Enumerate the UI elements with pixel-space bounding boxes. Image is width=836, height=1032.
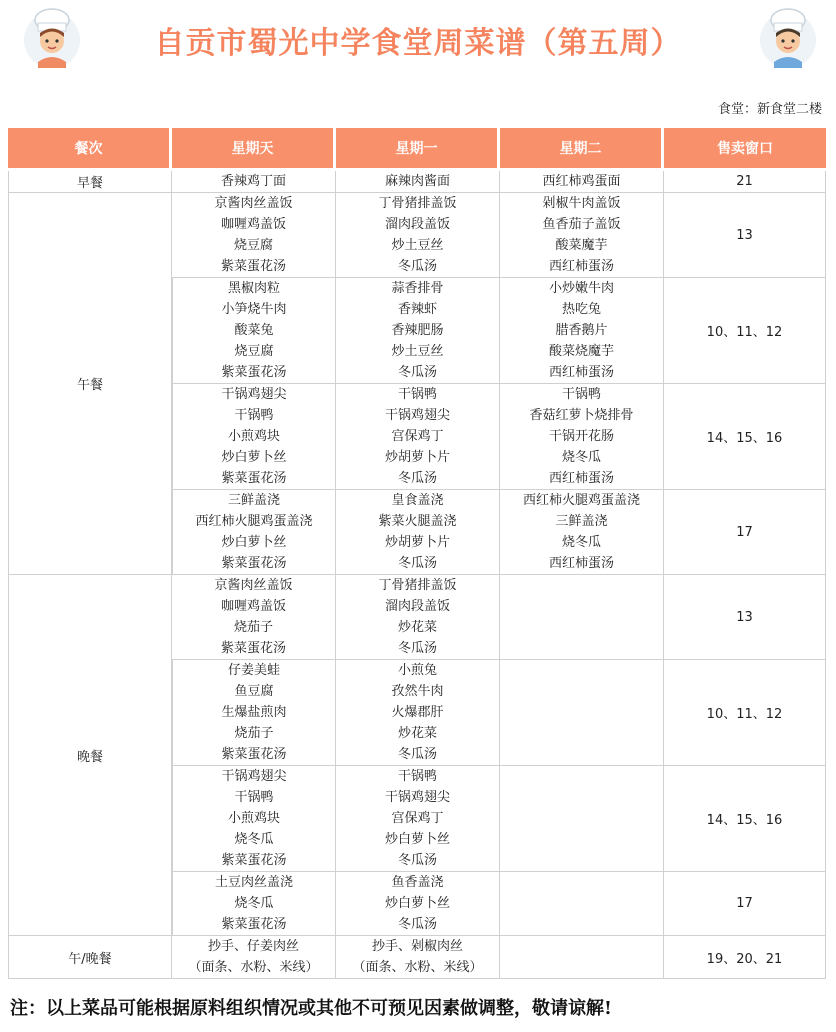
meal-label: 晚餐 (8, 575, 172, 936)
dish-cell (500, 171, 664, 193)
dish-cell-empty (500, 660, 664, 766)
dish-cell (336, 660, 500, 766)
dish-item: 土豆肉丝盖浇 (214, 875, 293, 890)
dish-cell (172, 575, 336, 660)
dish-cell-empty (500, 575, 664, 660)
dish-item: 干锅鸭 (561, 387, 601, 402)
dish-item: 香辣虾 (397, 302, 437, 317)
dish-item: 西红柿蛋汤 (548, 471, 614, 486)
dish-item: 冬瓜汤 (397, 259, 437, 274)
header-sunday: 星期天 (172, 128, 336, 171)
dish-item: 丁骨猪排盖饭 (378, 578, 457, 593)
dish-item: 紫菜火腿盖浇 (378, 514, 457, 529)
dish-cell (336, 766, 500, 872)
header-meal: 餐次 (8, 128, 172, 171)
dish-item: 京酱肉丝盖饭 (214, 578, 293, 593)
dish-item: 炒白萝卜丝 (221, 535, 287, 550)
dish-item: 烧冬瓜 (561, 450, 601, 465)
dish-item: 炒白萝卜丝 (384, 896, 450, 911)
window-cell: 13 (664, 193, 826, 278)
dish-item: 烧豆腐 (234, 344, 274, 359)
dish-item: 炒土豆丝 (391, 344, 444, 359)
dish-cell-empty (500, 766, 664, 872)
dish-item: 紫菜蛋花汤 (221, 556, 287, 571)
header-tuesday: 星期二 (500, 128, 664, 171)
dish-item: 烧豆腐 (233, 238, 273, 253)
dish-cell (172, 490, 336, 575)
dish-cell (172, 193, 336, 278)
dish-item: 炒胡萝卜片 (384, 450, 450, 465)
dish-cell (500, 193, 664, 278)
dish-item: 麻辣肉酱面 (384, 174, 450, 189)
dish-item: 烧茄子 (234, 726, 274, 741)
dish-item: 酸菜魔芋 (555, 238, 608, 253)
dish-item: 干锅鸡翅尖 (384, 408, 450, 423)
chef-mascot-icon (758, 6, 818, 70)
dish-item: 冬瓜汤 (397, 471, 437, 486)
dish-item: 仔姜美蛙 (227, 663, 280, 678)
dish-item: 冬瓜汤 (397, 365, 437, 380)
window-cell: 14、15、16 (664, 766, 826, 872)
dish-item: 西红柿蛋汤 (548, 556, 614, 571)
dish-item: 剁椒牛肉盖饭 (542, 196, 621, 211)
dish-cell (336, 278, 500, 384)
dish-item: 紫菜蛋花汤 (221, 365, 287, 380)
dish-item: 干锅鸭 (397, 387, 437, 402)
dish-cell (336, 872, 500, 936)
dish-item: 西红柿火腿鸡蛋盖浇 (522, 493, 640, 508)
lunch-dinner-row (8, 936, 826, 979)
dish-item: 抄手、剁椒肉丝 (371, 939, 463, 954)
dish-item: 紫菜蛋花汤 (220, 259, 286, 274)
dish-item: 紫菜蛋花汤 (221, 471, 287, 486)
window-cell: 10、11、12 (664, 278, 826, 384)
dish-cell-empty (500, 872, 664, 936)
window-cell: 17 (664, 490, 826, 575)
dish-item: 炒花菜 (397, 620, 437, 635)
dish-cell (336, 193, 500, 278)
dish-item: 烧茄子 (233, 620, 273, 635)
dish-item: 干锅鸭 (234, 408, 274, 423)
dish-item: 干锅鸡翅尖 (384, 790, 450, 805)
dish-item: 冬瓜汤 (397, 747, 437, 762)
dish-cell (172, 766, 336, 872)
dish-item: 炒花菜 (397, 726, 437, 741)
dish-item: 小煎兔 (397, 663, 437, 678)
window-cell: 14、15、16 (664, 384, 826, 490)
dish-item: 小炒嫩牛肉 (548, 281, 614, 296)
dish-item: 黑椒肉粒 (227, 281, 280, 296)
dish-item: 溜肉段盖饭 (384, 217, 450, 232)
dish-item: 京酱肉丝盖饭 (214, 196, 293, 211)
dish-item: 鱼香茄子盖饭 (542, 217, 621, 232)
dish-cell (336, 171, 500, 193)
dish-cell (336, 384, 500, 490)
dish-item: 炒白萝卜丝 (221, 450, 287, 465)
dish-item: 小煎鸡块 (227, 429, 280, 444)
dish-item: 炒白萝卜丝 (384, 832, 450, 847)
dish-item: 生爆盐煎肉 (221, 705, 287, 720)
dish-item: 小笋烧牛肉 (221, 302, 287, 317)
dish-item: 冬瓜汤 (397, 641, 437, 656)
dish-item: 冬瓜汤 (397, 556, 437, 571)
dish-item: 紫菜蛋花汤 (221, 853, 287, 868)
dish-item: 热吃兔 (561, 302, 601, 317)
page-header (0, 0, 836, 80)
dish-item: 香辣鸡丁面 (220, 174, 286, 189)
dish-item: 冬瓜汤 (397, 853, 437, 868)
window-cell: 21 (664, 171, 826, 193)
dinner-row (8, 575, 826, 660)
dish-item: 宫保鸡丁 (391, 811, 444, 826)
dish-cell (336, 936, 500, 979)
dish-item: 小煎鸡块 (227, 811, 280, 826)
dish-cell (172, 384, 336, 490)
dish-item: 紫菜蛋花汤 (221, 917, 287, 932)
canteen-location: 食堂：新食堂二楼 (717, 102, 822, 117)
footer-note: 注：以上菜品可能根据原料组织情况或其他不可预见因素做调整，敬请谅解! (10, 998, 612, 1019)
dish-item: 香辣肥肠 (391, 323, 444, 338)
dish-cell (336, 575, 500, 660)
dish-item: 西红柿蛋汤 (548, 365, 614, 380)
window-cell: 10、11、12 (664, 660, 826, 766)
dish-item: 三鲜盖浇 (555, 514, 608, 529)
meal-label: 早餐 (8, 171, 172, 193)
dish-item: 干锅开花肠 (548, 429, 614, 444)
dish-cell-empty (500, 936, 664, 979)
dish-item: 抄手、仔姜肉丝 (207, 939, 299, 954)
dish-cell (172, 171, 336, 193)
dish-cell (500, 490, 664, 575)
dish-item: 西红柿火腿鸡蛋盖浇 (195, 514, 313, 529)
dish-item: 西红柿蛋汤 (548, 259, 614, 274)
dish-item: 烧冬瓜 (234, 832, 274, 847)
header-window: 售卖窗口 (664, 128, 826, 171)
window-cell: 13 (664, 575, 826, 660)
lunch-row (8, 193, 826, 278)
dish-item: 孜然牛肉 (391, 684, 444, 699)
dish-cell (500, 384, 664, 490)
dish-item: 烧冬瓜 (561, 535, 601, 550)
dish-item: 干锅鸡翅尖 (221, 387, 287, 402)
dish-cell (172, 936, 336, 979)
dish-item: 鱼香盖浇 (391, 875, 444, 890)
dish-item: 溜肉段盖饭 (384, 599, 450, 614)
dish-item: 紫菜蛋花汤 (220, 641, 286, 656)
header-monday: 星期一 (336, 128, 500, 171)
dish-item: 香菇红萝卜烧排骨 (529, 408, 634, 423)
dish-item: 紫菜蛋花汤 (221, 747, 287, 762)
dish-item: 酸菜兔 (234, 323, 274, 338)
dish-cell (172, 278, 336, 384)
dish-cell (336, 490, 500, 575)
dish-cell (172, 660, 336, 766)
dish-item: 三鲜盖浇 (227, 493, 280, 508)
dish-item: 蒜香排骨 (391, 281, 444, 296)
dish-cell (500, 278, 664, 384)
dish-item: 宫保鸡丁 (391, 429, 444, 444)
dish-item: 炒胡萝卜片 (384, 535, 450, 550)
dish-item: 干锅鸭 (234, 790, 274, 805)
window-cell: 17 (664, 872, 826, 936)
dish-item: 鱼豆腐 (234, 684, 274, 699)
breakfast-row (8, 171, 826, 193)
page-title: 自贡市蜀光中学食堂周菜谱（第五周） (154, 26, 682, 61)
dish-item: （面条、水粉、米线） (352, 960, 483, 975)
dish-item: 丁骨猪排盖饭 (378, 196, 457, 211)
dish-item: 烧冬瓜 (234, 896, 274, 911)
meal-label: 午餐 (8, 193, 172, 575)
dish-item: （面条、水粉、米线） (188, 960, 319, 975)
dish-item: 干锅鸭 (397, 769, 437, 784)
dish-item: 酸菜烧魔芋 (548, 344, 614, 359)
dish-item: 咖喱鸡盖饭 (220, 599, 286, 614)
weekly-menu-table (8, 128, 826, 979)
dish-item: 冬瓜汤 (397, 917, 437, 932)
dish-item: 西红柿鸡蛋面 (542, 174, 621, 189)
dish-item: 干锅鸡翅尖 (221, 769, 287, 784)
dish-cell (172, 872, 336, 936)
dish-item: 火爆郡肝 (391, 705, 444, 720)
dish-item: 腊香鹅片 (555, 323, 608, 338)
dish-item: 咖喱鸡盖饭 (220, 217, 286, 232)
meal-label: 午/晚餐 (8, 936, 172, 979)
dish-item: 炒土豆丝 (391, 238, 444, 253)
window-cell: 19、20、21 (664, 936, 826, 979)
table-header-row (8, 128, 826, 171)
dish-item: 皇食盖浇 (391, 493, 444, 508)
